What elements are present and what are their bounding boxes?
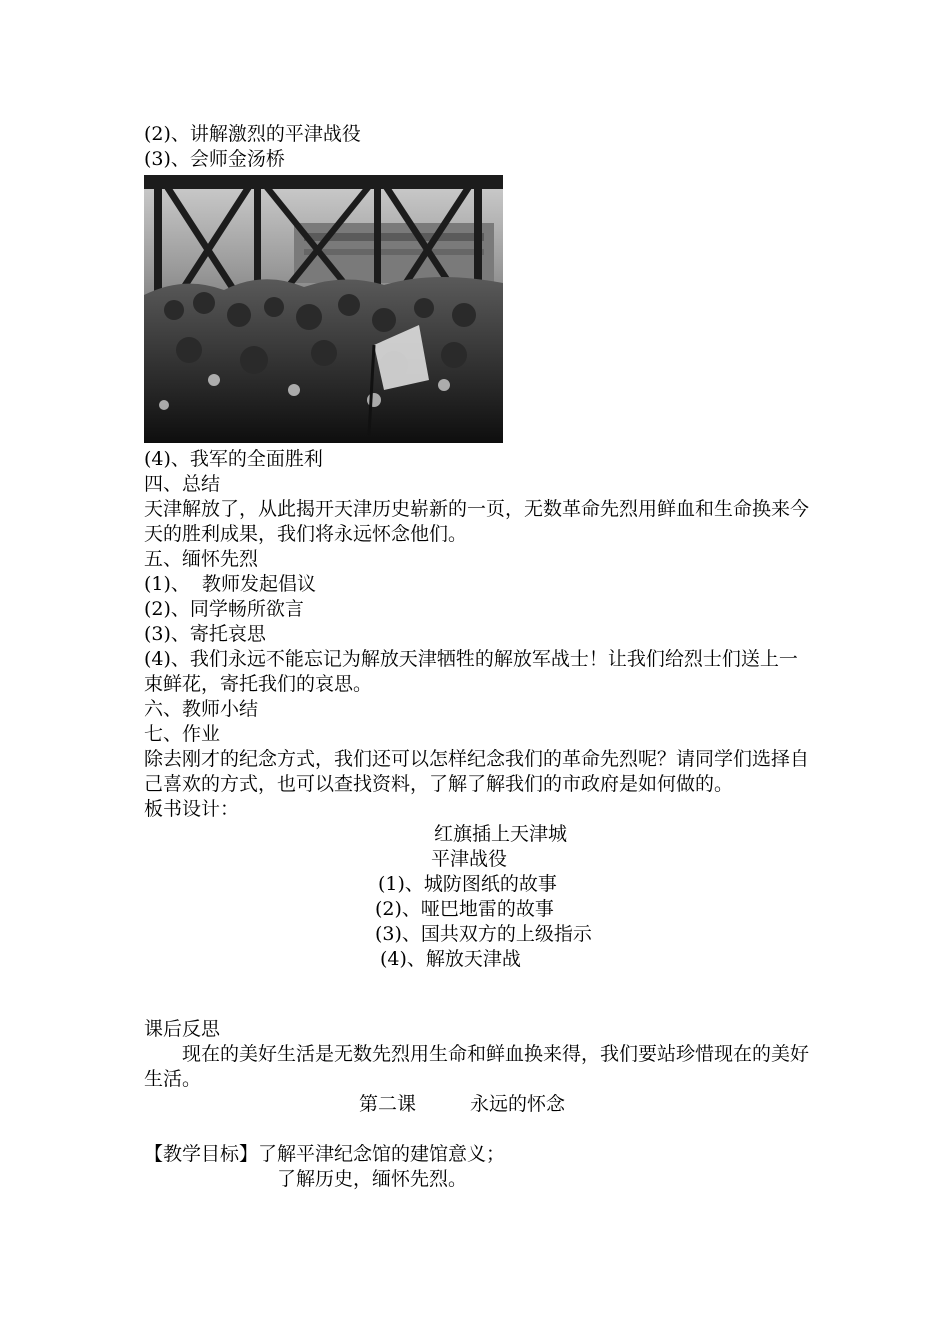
- board-design-label: 板书设计：: [144, 798, 240, 820]
- lesson-name: 永远的怀念: [470, 1093, 566, 1115]
- commemorate-item-3: (3)、寄托哀思: [144, 623, 266, 645]
- objective-1: 了解平津纪念馆的建馆意义；: [258, 1143, 506, 1165]
- heading-commemorate: 五、缅怀先烈: [144, 548, 259, 570]
- heading-reflection: 课后反思: [144, 1018, 221, 1040]
- heading-summary: 四、总结: [144, 473, 221, 495]
- heading-homework: 七、作业: [144, 723, 221, 745]
- item-jintang-bridge: (3)、会师金汤桥: [144, 148, 285, 170]
- homework-paragraph: 除去刚才的纪念方式，我们还可以怎样纪念我们的革命先烈呢？请同学们选择自己喜欢的方式，也可以查找资料，了解了解我们的市政府是如何做的。: [144, 748, 810, 795]
- item-pingjin-campaign: (2)、讲解激烈的平津战役: [144, 123, 361, 145]
- objectives-label: 【教学目标】: [144, 1143, 259, 1165]
- commemorate-item-4: (4)、我们永远不能忘记为解放天津牺牲的解放军战士！让我们给烈士们送上一束鲜花，寄托我们的哀思。: [144, 648, 798, 695]
- objective-2: 了解历史，缅怀先烈。: [277, 1168, 468, 1190]
- board-title: 红旗插上天津城: [434, 823, 568, 845]
- reflection-paragraph: 现在的美好生活是无数先烈用生命和鲜血换来得，我们要站珍惜现在的美好生活。: [144, 1043, 810, 1090]
- board-subtitle: 平津战役: [431, 848, 508, 870]
- board-item-2: (2)、哑巴地雷的故事: [375, 898, 554, 920]
- lesson-number: 第二课: [359, 1093, 417, 1115]
- board-item-3: (3)、国共双方的上级指示: [375, 923, 592, 945]
- board-item-1: (1)、城防图纸的故事: [378, 873, 557, 895]
- commemorate-item-1: (1)、 教师发起倡议: [144, 573, 316, 595]
- document-page: [144, 122, 814, 1192]
- item-full-victory: (4)、我军的全面胜利: [144, 448, 323, 470]
- commemorate-item-2: (2)、同学畅所欲言: [144, 598, 304, 620]
- board-design: [144, 822, 814, 972]
- board-item-4: (4)、解放天津战: [380, 948, 521, 970]
- historical-photo: [144, 175, 503, 443]
- heading-teacher-summary: 六、教师小结: [144, 698, 259, 720]
- lesson-title: [144, 1092, 814, 1117]
- objectives-line-1: [144, 1142, 814, 1167]
- summary-paragraph: 天津解放了，从此揭开天津历史崭新的一页，无数革命先烈用鲜血和生命换来今天的胜利成果，我们将永远怀念他们。: [144, 498, 810, 545]
